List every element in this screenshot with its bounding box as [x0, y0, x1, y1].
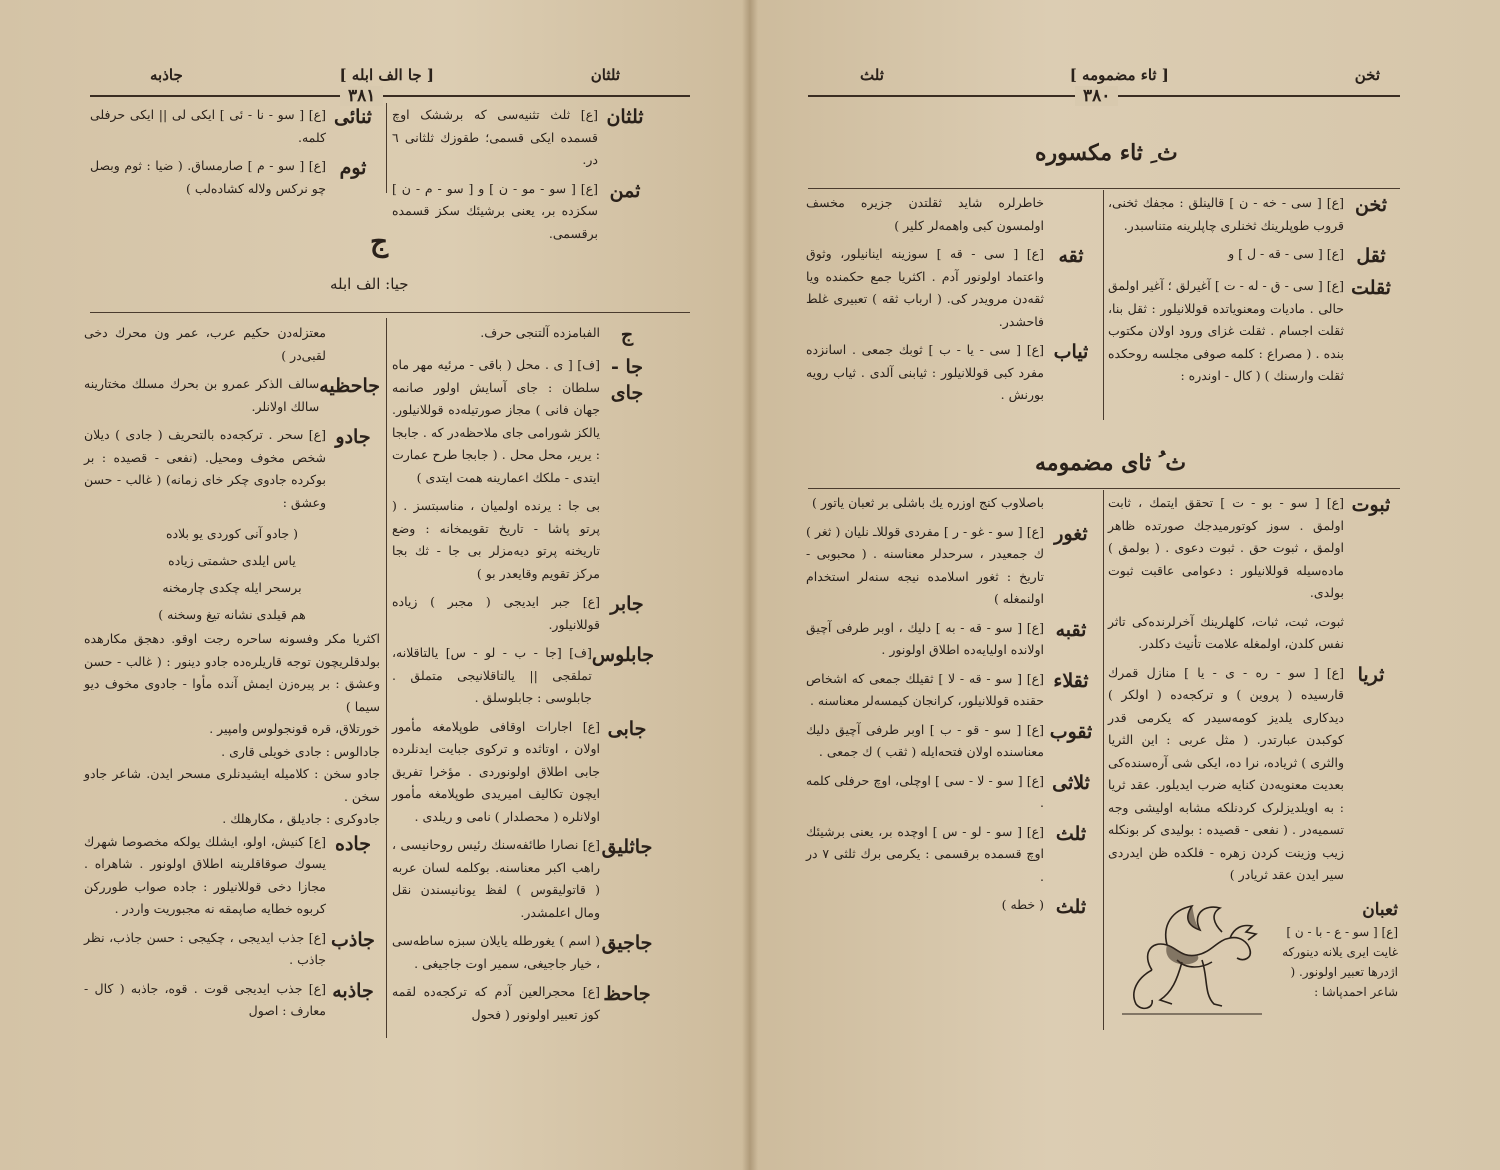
header-word-right: ثخن	[1354, 66, 1380, 84]
headword: ثبوت	[1351, 494, 1391, 516]
header-bracket: [ ثاء مضمومه ]	[1069, 66, 1169, 84]
entry	[392, 178, 652, 246]
header-word-left: جاذبه	[150, 66, 183, 84]
headword: ثیاب	[1053, 341, 1089, 363]
entry	[1108, 662, 1398, 887]
headword: ج	[620, 324, 634, 346]
paragraph: اکثریا مکر وفسونه ساحره رجت اوقو. دهجق مکارهده بولدقلریچون توجه قاریلره‌ده جادو دینور : ( غالب - حسن وعشق : بر پیره‌زن ایمش آنده مأوا - جادوی مخوف دیو سیما )	[84, 631, 380, 714]
definition: [ع] [ سو - قه - به ] دلیك ، اوبر طرفی آچیق اولانده اولیایه‌ده اطلاق اولونور .	[806, 619, 1044, 657]
entry	[392, 354, 654, 489]
definition: ثبوت، ثبت، ثبات، کلهلرینك آخرلرنده‌کی تاثر نفس کلدن، اولمغله علامت تأنیث دکلدر.	[1108, 613, 1344, 651]
verse-line: یاس ایلدی حشمتی زیاده	[168, 553, 296, 568]
headword: ثمن	[609, 179, 641, 202]
page-number: ٣٨١	[340, 86, 383, 106]
section-letter: ج	[370, 225, 389, 258]
dragon-illustration	[1122, 900, 1262, 1018]
headword: ثریا	[1357, 663, 1385, 686]
definition: [ع] [ سی - خه - ن ] قالینلق : مجفك ثخنی، قروب طوپلرینك ثخنلری چاپلرینه متناسبدر.	[1108, 195, 1344, 233]
header-rule	[90, 95, 690, 97]
entry	[84, 978, 380, 1023]
headword	[1344, 611, 1398, 656]
headword	[1044, 492, 1098, 515]
definition: [ع] سحر . ترکجه‌ده بالتحریف ( جادی ) دیلان شخص مخوف ومحیل. (نفعی - قصیده : بر بوکرده جادوی چکر خای زمانه) ( غالب - حسن وعشق :	[84, 427, 326, 510]
entry	[1108, 492, 1398, 605]
headword: جاجیق	[601, 932, 653, 954]
entry	[84, 322, 380, 367]
page-number: ٣٨٠	[1075, 86, 1118, 106]
entry	[392, 322, 654, 348]
headword: ثلاثی	[1052, 771, 1090, 794]
headword: ثلث	[1055, 822, 1087, 845]
headword: جادو	[335, 426, 371, 448]
entry	[392, 642, 654, 710]
verse-line: هم قیلدی نشانه تیغ وسخنه )	[158, 607, 306, 622]
right-page-header	[860, 66, 1380, 88]
entry	[806, 617, 1098, 662]
entry	[392, 930, 654, 975]
headword: ثغور	[1054, 522, 1088, 545]
entry	[392, 981, 654, 1026]
right-column	[392, 322, 654, 1032]
definition: [ع] [ سو - لو - س ] اوچده بر، یعنی برشیئك اوچ قسمده برقسمی : یکرمی برك ثلثی ٧ در .	[806, 823, 1044, 884]
definition: [ع] [ سو - نا - ئی ] ایکی لی || ایکی حرفلی کلمه.	[90, 107, 326, 145]
entry	[806, 821, 1098, 889]
definition: بی جا : یرنده اولمیان ، مناسبتسز . ( پرتو پاشا - تاریخ تقویمخانه : وضع تاریخنه پرتو دیه‌مزلر بی جا - ثك بجا مرکز تقویم وقایعدر بو )	[392, 498, 600, 581]
entry	[84, 424, 380, 514]
entry	[806, 521, 1098, 611]
right-page	[750, 0, 1500, 1170]
paragraph: خورتلاق، قره قونجولوس وامپیر .	[209, 721, 380, 736]
header-word-right: ثلثان	[590, 66, 620, 84]
headword: ثنائی	[334, 106, 372, 128]
section-rule	[808, 188, 1400, 189]
entry	[392, 591, 654, 636]
headword: جابی	[607, 717, 647, 740]
definition: [ف] [ ی . محل ( باقی - مرئیه مهر ماه سلطان : جای آسایش اولور صانمه جهان فانی ) مجاز صورتیله‌ده قوللانیلور. یالکز شورامی جای ملاحظه‌در که . جابجا : یریر، محل محل . ( جابجا طرح عمارت ایتدی - ملکك اعمارینه همت ایتدی )	[392, 357, 600, 485]
header-bracket: [ جا الف ابله ]	[339, 66, 435, 84]
column-divider	[386, 103, 387, 193]
headword: ثقلت	[1351, 277, 1391, 299]
headword	[326, 322, 380, 367]
definition: [ع] [ سی - قه - ل ] و	[1228, 246, 1344, 261]
definition: [ف] [جا - ب - لو - س] یالتاقلانه، تملقجی || یالتاقلانیجی متملق . جابلوسی : جابلوسلق .	[392, 645, 592, 705]
headword: جاذب	[331, 928, 375, 951]
headword: ثوم	[339, 157, 367, 179]
entry	[806, 339, 1098, 407]
definition: [ع] ثلث تثنیه‌سی که برششک اوچ قسمده ایکی قسمی؛ طقوزك ثلثانی ٦ در.	[392, 107, 598, 167]
entry	[806, 719, 1098, 764]
section-rule	[90, 312, 690, 313]
entry	[392, 104, 652, 172]
left-column	[84, 322, 380, 1029]
left-page-header	[150, 66, 620, 88]
definition: [ع] محجرالعین آدم که ترکجه‌ده لقمه کوز تعبیر اولونور ( فحول	[392, 984, 600, 1022]
definition: [ع] [ سو - ع - با - ن ] غایت ایری یلانه دینورکه اژدرها تعبیر اولونور. ( شاعر احمدپاشا :	[1282, 925, 1398, 999]
paragraph: جادالوس : جادی خویلی قاری .	[221, 743, 380, 759]
headword: ثلثان	[606, 106, 644, 128]
headword: جاحظ	[603, 983, 651, 1005]
entry	[392, 495, 654, 585]
definition: ( خطه )	[1001, 897, 1044, 912]
left-column	[806, 192, 1098, 413]
entry	[1108, 243, 1398, 269]
headword: جابر	[610, 593, 644, 615]
headword: جا - جای	[610, 356, 644, 404]
verse-line: ( جادو آنی کوردی یو بلاده	[165, 526, 299, 541]
column-divider	[1103, 190, 1104, 420]
definition: [ع] [ سو - لا - سی ] اوچلی، اوچ حرفلی کلمه .	[806, 772, 1044, 810]
verse-line: برسحر ایله چکدی چارمخنه	[162, 580, 302, 595]
headword: ثعبان	[1362, 900, 1398, 920]
definition: [ع] [ سی - یا - ب ] ثوبك جمعی . اسانزده مفرد کبی قوللانیلور : ثیابنی آلدی . ثیاب رویه بورنش .	[806, 342, 1044, 402]
definition: [ع] اجارات اوقافی طوپلامغه مأمور اولان ، اوتاثده و ترکوی جبایت ایدنلرده جابی اطلاق اولونوردی . مؤخرا تفریق ایچون تکالیف امیریدی طوپلامغه مأمور اولانلره ( محصلدار ) نامی و ریلدی .	[392, 718, 600, 824]
entry	[84, 831, 380, 921]
top-left-column	[90, 104, 380, 206]
entry	[806, 243, 1098, 333]
definition: ( اسم ) یغورطله یایلان سبزه ساطه‌سی ، خیار جاجیغی، سمیر اوت جاجیغی .	[392, 933, 600, 971]
headword: جاحظیه	[319, 375, 380, 397]
entry	[806, 770, 1098, 815]
headword: ثقل	[1356, 245, 1386, 267]
headword	[600, 495, 654, 585]
definition: [ع] [ سو - م ] صارمساق. ( ضیا : ثوم وبصل چو نرکس ولاله کشاده‌لب )	[90, 158, 326, 196]
headword: ثقوب	[1049, 720, 1093, 743]
section-subtitle: جیا: الف ابله	[330, 275, 409, 293]
right-column	[1108, 492, 1398, 893]
section-rule	[808, 488, 1400, 489]
definition: [ع] کنیش، اولو، ایشلك یولکه مخصوصا شهرك یسوك صوقاقلرینه اطلاق اولونور . شاهراه . مجازا دخی قوللانیلور : جاده صواب طوررکن کربوه خطایه صاپمقه نه مجبوریت واردر .	[84, 833, 326, 916]
headword: ثلث	[1055, 896, 1087, 918]
headword: جاده	[335, 832, 371, 855]
entry	[1108, 611, 1398, 656]
headword: ثقلاء	[1053, 669, 1089, 692]
definition: [ع] جبر ایدیجی ( مجبر ) زیاده قوللانیلور.	[392, 594, 600, 632]
section-title: ث ِ ثاء مکسوره	[1035, 140, 1178, 166]
entry	[806, 492, 1098, 515]
entry	[806, 192, 1098, 237]
headword: ثقبه	[1055, 618, 1087, 641]
definition: الفبامزده آلتنجی حرف.	[480, 325, 600, 340]
section-title: ث ُ ثای مضمومه	[1035, 450, 1187, 476]
definition: [ع] [ سی - ق - له - ت ] آغیرلق ؛ آغیر اولمق حالی . مادیات ومعنویاتده قوللانیلور : ثقل بنا، ثقلت اجسام . ثقلت غزای ورود اولان مکتوب بنده . ( مصراع : کلمه صوفی مجلسه روحکده ثقلت وارسنك ) ( کال - اوندره :	[1108, 278, 1344, 383]
headword: جاثلیق	[601, 836, 653, 858]
headword: ثخن	[1354, 194, 1388, 216]
headword	[1044, 192, 1098, 237]
headword: ثقه	[1058, 245, 1084, 267]
paragraph: جادو سخن : کلامیله ایشیدنلری مسحر ایدن. شاعر جادو سخن .	[84, 766, 380, 804]
definition: [ع] جذب ایدیجی قوت . قوه، جاذبه ( کال - معارف : اصول	[84, 980, 326, 1018]
definition: [ع] [ سو - ره - ی - یا ] منازل قمرك قارسیده ( پروین ) و ترکجه‌ده ( اولکر ) دیدکاری یلدیز کومه‌سیدر که یکرمی قدر کوکبدن عبارتدر. ( مثل عربی : این الثریا والثری ) ثریاده، نرا ده، ایکی شی آره‌سنده‌کی بعدیت معنویه‌دن کنایه ضرب ایدیلور. عقد ثریا : به اویلدیزلرک کردنلکه مشابه اولیشی وجه تسمیه‌در . ( نفعی - قصیده : بولیدی کر بونکله زیب وزینت کردن زهره - فلکده ظن ایدردی سیر ایدن عقد ثریادر )	[1108, 664, 1344, 882]
definition: [ع] [ سو - قه - لا ] ثقیلك جمعی که اشخاص حقنده قوللانیلور، کرانجان کیمسه‌لر معناسنه .	[806, 670, 1044, 708]
definition: [ع] نصارا طائفه‌سنك رئیس روحانیسی ، راهب اکبر معناسنه. بوکلمه لسان عربه ( قاتولیقوس ) لفظ یونانیسندن نقل ومال اعلمشدر.	[392, 837, 600, 920]
entry	[392, 716, 654, 829]
headword: جاذبه	[332, 979, 374, 1002]
definition: معتزله‌دن حکیم عرب، عمر ون محرك دخی لقبی‌در )	[84, 325, 326, 363]
definition: [ع] [ سو - غو - ر ] مفردی قوللاـ نلیان ( ثغر ) ك جمعیدر ، سرحدلر معناسنه . ( محبوبی - تاریخ : ثغور اسلامده نیجه سنه‌لر استخدام اولنمغله )	[806, 523, 1044, 606]
header-word-left: ثلث	[860, 66, 884, 84]
entry	[84, 373, 380, 418]
entry	[1108, 275, 1398, 388]
column-divider	[1103, 490, 1104, 1030]
top-right-column	[392, 104, 652, 251]
definition: [ع] [ سو - قو - ب ] اوبر طرفی آچیق دلیك معناسنده اولان فتحه‌ایله ( ثقب ) ك جمعی .	[806, 721, 1044, 759]
definition: [ع] [ سی - قه ] سوزینه اینانیلور، وثوق واعتماد اولونور آدم . اکثریا جمع حکمنده ویا ثقه‌دن مرویدر کی. ( ارباب ثقه ) تعبیری غلط فاحشدر.	[806, 246, 1044, 329]
entry	[90, 104, 380, 149]
paragraph: جادوکری : جادیلق ، مکارهلك .	[222, 811, 380, 826]
definition: باصلاوب کنج اوزره یك باشلی بر ثعبان یاتور )	[812, 495, 1044, 510]
definition: [ع] [ سو - مو - ن ] و [ سو - م - ن ] سکزده بر، یعنی برشیئك سکز قسمده برقسمی.	[392, 180, 598, 241]
definition: خاطرلره شاید ثقلتدن جزیره مخسف اولمسون کبی واهمه‌لر کلیر )	[806, 195, 1044, 233]
entry	[392, 834, 654, 924]
headword: جابلوس	[591, 644, 654, 666]
thuban-entry	[1265, 898, 1398, 1002]
entry	[1108, 192, 1398, 237]
book-gutter	[742, 0, 758, 1170]
definition: [ع] جذب ایدیجی ، چکیجی : حسن جاذب، نظر جاذب .	[84, 929, 326, 967]
column-divider	[386, 318, 387, 1038]
entry	[84, 927, 380, 972]
definition: [ع] [ سو - بو - ت ] تحقق ایتمك ، ثابت اولمق . سوز کوتورمیدجك صورتده ظاهر اولمق ، ثبوت حق . ثبوت دعوی . ( بولمق ) ماده‌سیله قوللانیلور : دعوامی عاقبت ثبوت بولدی.	[1108, 495, 1344, 600]
left-column	[806, 492, 1098, 926]
right-column	[1108, 192, 1398, 394]
entry	[806, 668, 1098, 713]
entry	[90, 155, 380, 200]
entry	[806, 894, 1098, 920]
definition: سالف الذکر عمرو بن بحرك مسلك مختارینه سالك اولانلر.	[84, 376, 320, 414]
